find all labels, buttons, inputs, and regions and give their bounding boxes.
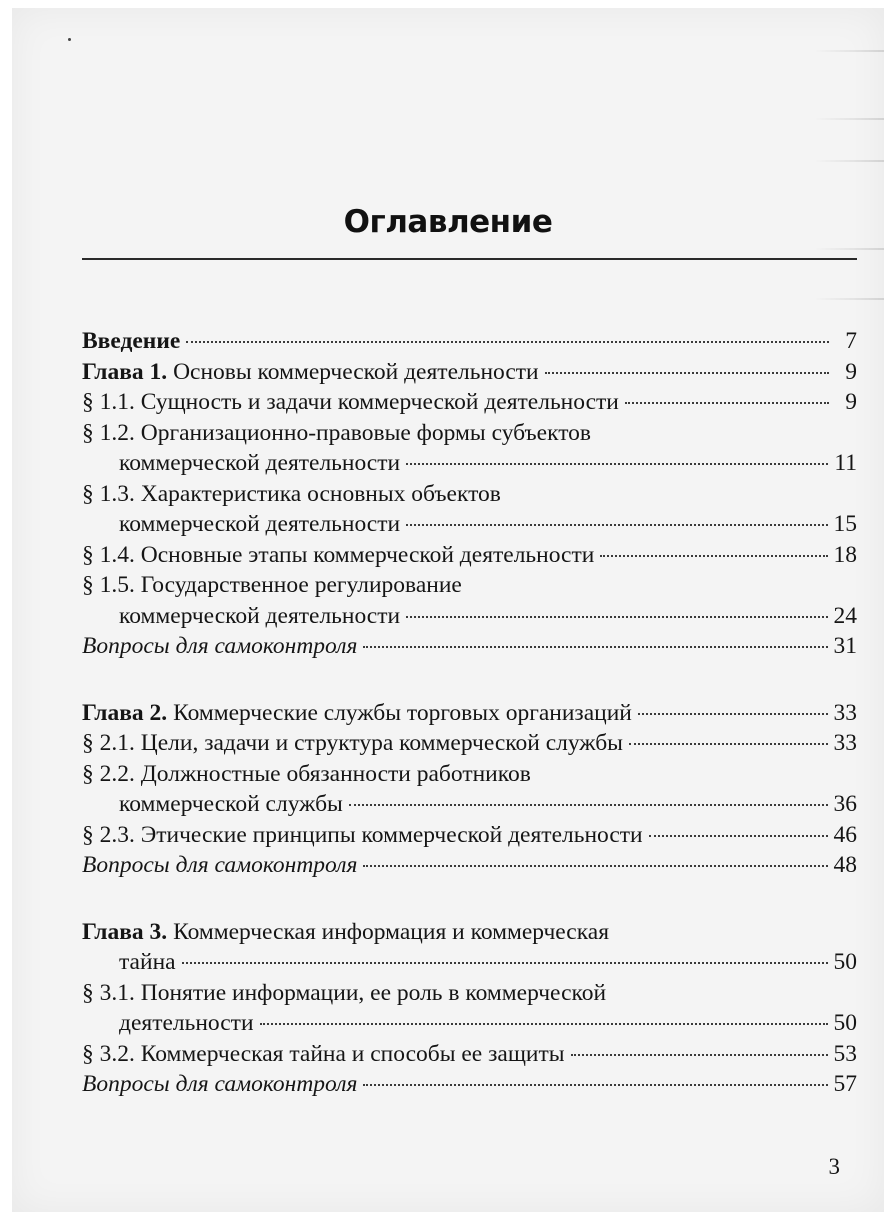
toc-page-number: 48 xyxy=(833,852,857,878)
chapter-prefix: Глава 3. xyxy=(82,918,168,945)
toc-entry-label: § 1.1. Сущность и задачи коммерческой деятельности xyxy=(82,389,619,415)
toc-entry-label xyxy=(82,698,632,729)
dot-leader xyxy=(625,402,829,404)
toc-entry-questions-1[interactable] xyxy=(82,631,857,662)
dot-leader xyxy=(363,865,827,867)
book-page xyxy=(12,8,884,1212)
toc-entry-section-2-1[interactable] xyxy=(82,728,857,759)
toc-entry-label: Вопросы для самоконтроля xyxy=(82,852,358,878)
toc-page-number: 9 xyxy=(845,358,857,385)
toc-entry-label: Вопросы для самоконтроля xyxy=(82,1071,358,1097)
toc-page-number: 33 xyxy=(833,730,857,756)
toc-page-number: 18 xyxy=(833,541,857,568)
toc-entry-section-3-1[interactable] xyxy=(82,1008,857,1039)
toc-entry-label: коммерческой службы xyxy=(119,791,343,817)
toc-entry-label: § 2.1. Цели, задачи и структура коммерческой службы xyxy=(82,730,623,756)
dot-leader xyxy=(600,555,827,557)
bleed-through-line xyxy=(814,50,884,52)
toc-page-number: 15 xyxy=(833,511,857,537)
toc-entry-section-1-1[interactable] xyxy=(82,387,857,418)
toc-page-number: 31 xyxy=(833,633,857,659)
toc-entry-chapter-3-line1[interactable] xyxy=(82,917,857,948)
dot-leader xyxy=(363,1084,827,1086)
dot-leader xyxy=(638,713,828,715)
toc-entry-chapter-3[interactable] xyxy=(82,947,857,978)
chapter-title: Коммерческие службы торговых организаций xyxy=(167,699,632,726)
toc-page-number: 9 xyxy=(845,389,857,415)
toc-entry-label: коммерческой деятельности xyxy=(119,511,401,537)
toc-entry-label xyxy=(82,357,539,388)
toc-group-chapter-1 xyxy=(82,326,857,662)
toc-entry-label: § 1.4. Основные этапы коммерческой деятельности xyxy=(82,541,595,568)
toc-entry-section-2-2-line1[interactable]: § 2.2. Должностные обязанности работников xyxy=(82,760,531,787)
toc-entry-chapter-1[interactable] xyxy=(82,357,857,388)
page-number: 3 xyxy=(828,1154,840,1179)
toc-entry-section-3-2[interactable] xyxy=(82,1039,857,1070)
dot-leader xyxy=(649,835,828,837)
toc-entry-intro[interactable] xyxy=(82,326,857,357)
toc-entry-section-1-3[interactable] xyxy=(82,509,857,540)
dot-leader xyxy=(571,1054,828,1056)
toc-page-number: 53 xyxy=(833,1040,857,1067)
dot-leader xyxy=(406,524,827,526)
toc-entry-label: Введение xyxy=(82,328,181,354)
toc-page-number: 36 xyxy=(833,791,857,817)
toc-page-number: 57 xyxy=(833,1071,857,1097)
chapter-prefix: Глава 2. xyxy=(82,699,168,726)
dot-leader xyxy=(182,962,828,964)
toc-page-number: 50 xyxy=(833,949,857,975)
toc-entry-chapter-2[interactable] xyxy=(82,698,857,729)
toc-page-number: 33 xyxy=(833,699,857,726)
dot-leader xyxy=(349,804,828,806)
toc-entry-section-1-4[interactable] xyxy=(82,540,857,571)
toc-entry-section-2-2[interactable] xyxy=(82,789,857,820)
chapter-title: Основы коммерческой деятельности xyxy=(167,358,539,385)
chapter-title: Коммерческая информация и коммерческая xyxy=(167,918,610,945)
toc-page-number: 11 xyxy=(834,450,857,476)
dot-leader xyxy=(260,1023,828,1025)
toc-entry-section-1-5-line1[interactable]: § 1.5. Государственное регулирование xyxy=(82,572,462,598)
toc-page-number: 24 xyxy=(833,602,857,629)
dot-leader xyxy=(186,341,829,343)
toc-page-number: 46 xyxy=(833,821,857,848)
bleed-through-line xyxy=(814,248,884,250)
dot-leader xyxy=(629,743,828,745)
toc-entry-section-3-1-line1[interactable]: § 3.1. Понятие информации, ее роль в коммерческой xyxy=(82,979,607,1006)
toc-entry-section-2-3[interactable] xyxy=(82,820,857,851)
toc-entry-questions-3[interactable] xyxy=(82,1069,857,1100)
toc-entry-label: деятельности xyxy=(119,1010,254,1036)
toc-entry-label: Вопросы для самоконтроля xyxy=(82,633,358,659)
bleed-through-line xyxy=(814,160,884,162)
toc-entry-label: § 3.2. Коммерческая тайна и способы ее защиты xyxy=(82,1040,565,1067)
chapter-prefix: Глава 1. xyxy=(82,358,168,385)
toc-entry-questions-2[interactable] xyxy=(82,850,857,881)
bleed-through-line xyxy=(814,118,884,120)
toc-entry-section-1-3-line1[interactable]: § 1.3. Характеристика основных объектов xyxy=(82,480,501,507)
title-rule xyxy=(82,258,857,260)
dot-leader xyxy=(406,616,827,618)
toc-entry-section-1-2-line1[interactable]: § 1.2. Организационно-правовые формы субъектов xyxy=(82,419,592,446)
toc-entry-label: коммерческой деятельности xyxy=(119,602,401,629)
toc-entry-section-1-2[interactable] xyxy=(82,448,857,479)
toc-entry-label: коммерческой деятельности xyxy=(119,450,401,476)
toc-entry-label: тайна xyxy=(119,949,176,975)
page-title: Оглавление xyxy=(343,204,553,240)
toc-entry-label: § 2.3. Этические принципы коммерческой деятельности xyxy=(82,821,643,848)
dot-leader xyxy=(406,463,828,465)
toc-page-number: 50 xyxy=(833,1010,857,1036)
toc-entry-section-1-5[interactable] xyxy=(82,601,857,632)
bleed-through-line xyxy=(814,298,884,300)
toc-group-chapter-2 xyxy=(82,698,857,881)
dot-leader xyxy=(363,646,827,648)
table-of-contents xyxy=(82,326,857,1100)
dot-leader xyxy=(545,372,829,374)
toc-page-number: 7 xyxy=(845,328,857,354)
print-speck xyxy=(68,38,71,41)
toc-group-chapter-3 xyxy=(82,917,857,1100)
